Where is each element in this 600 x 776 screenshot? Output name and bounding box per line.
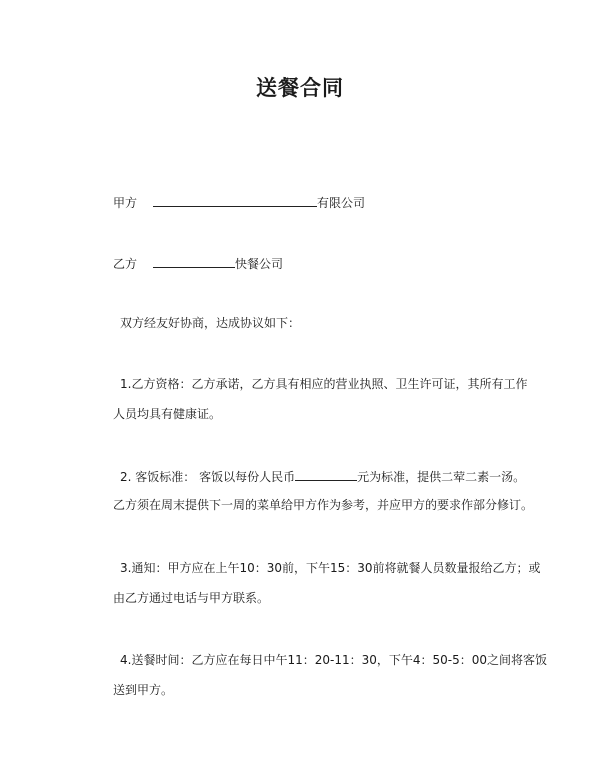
party-b-name-blank[interactable]: [153, 254, 235, 268]
clause-3-line-2: 由乙方通过电话与甲方联系。: [113, 591, 270, 605]
party-b-label: 乙方: [113, 257, 138, 271]
clause-2-prefix: 2. 客饭标准： 客饭以每份人民币: [120, 470, 296, 484]
party-a-line: [113, 193, 365, 211]
clause-1-line-1: 1.乙方资格：乙方承诺，乙方具有相应的营业执照、卫生许可证，其所有工作: [120, 377, 528, 391]
price-blank[interactable]: [295, 467, 357, 481]
party-a-suffix: 有限公司: [317, 196, 366, 210]
party-b-line: [113, 254, 283, 272]
clause-4-line-1: 4.送餐时间：乙方应在每日中午11：20-11：30，下午4：50-5：00之间将客饭: [120, 653, 547, 667]
party-b-suffix: 快餐公司: [235, 257, 284, 271]
clause-2-line-1: [120, 467, 525, 485]
party-a-label: 甲方: [113, 196, 138, 210]
intro-text: 双方经友好协商，达成协议如下：: [120, 316, 301, 330]
clause-1-line-2: 人员均具有健康证。: [113, 407, 222, 421]
party-a-name-blank[interactable]: [153, 193, 317, 207]
clause-2-line-2: 乙方须在周末提供下一周的菜单给甲方作为参考，并应甲方的要求作部分修订。: [113, 498, 534, 512]
document-title: 送餐合同: [256, 76, 344, 100]
clause-2-suffix: 元为标准，提供二荤二素一汤。: [357, 470, 526, 484]
clause-4-line-2: 送到甲方。: [113, 683, 174, 697]
clause-3-line-1: 3.通知：甲方应在上午10：30前，下午15：30前将就餐人员数量报给乙方；或: [120, 561, 541, 575]
